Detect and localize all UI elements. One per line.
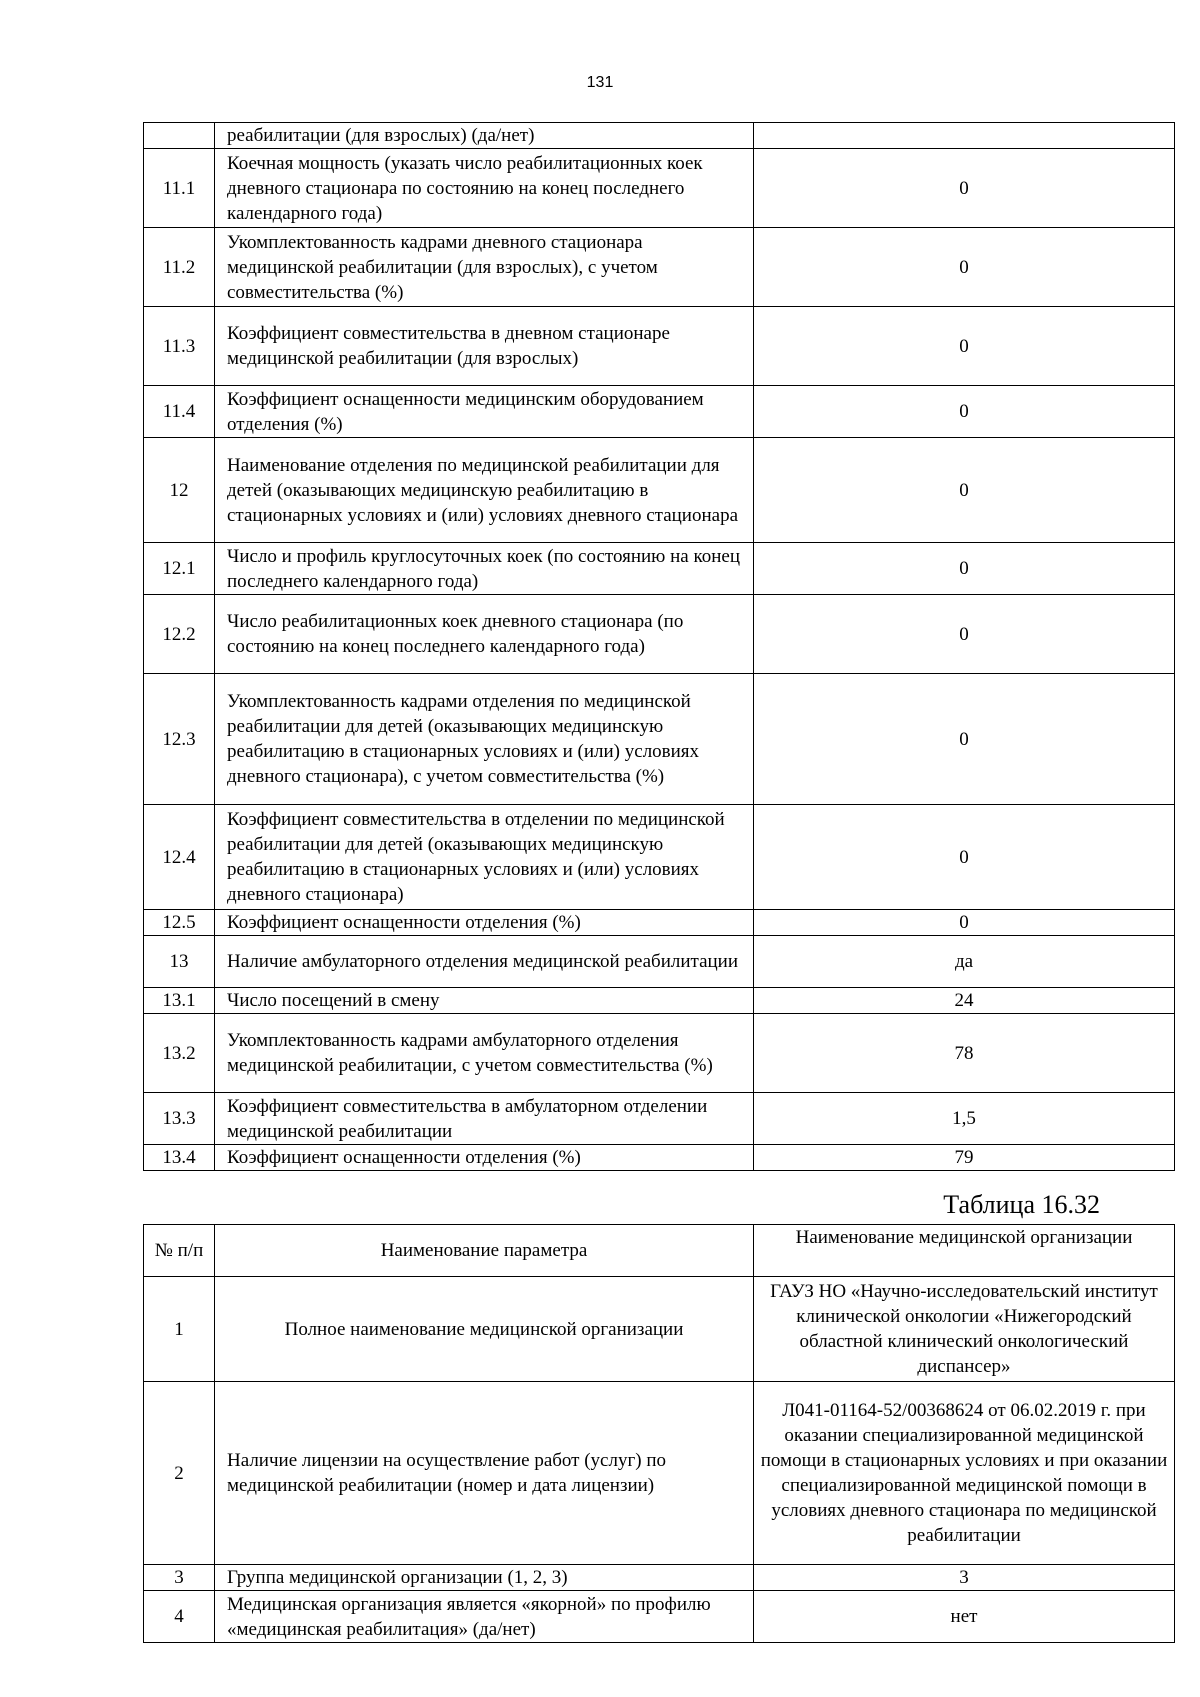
parameter-name: Медицинская организация является «якорной» по профилю «медицинская реабилитация» (да/нет) xyxy=(215,1591,754,1643)
row-number: 12.3 xyxy=(144,674,215,805)
row-number xyxy=(144,123,215,149)
table-row xyxy=(144,149,1175,228)
table-row xyxy=(144,438,1175,543)
table-row xyxy=(144,1565,1175,1591)
parameter-value: Л041-01164-52/00368624 от 06.02.2019 г. при оказании специализированной медицинской помощи в стационарных условиях и при оказании специализированной медицинской помощи в условиях дневного стационара по медицинской реабилитации xyxy=(754,1382,1175,1565)
parameter-value: ГАУЗ НО «Научно-исследовательский институт клинической онкологии «Нижегородский областной клинический онкологический диспансер» xyxy=(754,1277,1175,1382)
row-number: 4 xyxy=(144,1591,215,1643)
table-row xyxy=(144,1093,1175,1145)
row-number: 12.4 xyxy=(144,805,215,910)
parameters-table-continued xyxy=(143,122,1175,1171)
table-row xyxy=(144,1014,1175,1093)
row-number: 11.2 xyxy=(144,228,215,307)
table-row xyxy=(144,123,1175,149)
parameter-value: 0 xyxy=(754,149,1175,228)
parameter-name: Коэффициент оснащенности отделения (%) xyxy=(215,910,754,936)
table-row xyxy=(144,386,1175,438)
parameter-value: 24 xyxy=(754,988,1175,1014)
table-row xyxy=(144,1382,1175,1565)
header-number: № п/п xyxy=(144,1225,215,1277)
parameter-name: Наличие амбулаторного отделения медицинской реабилитации xyxy=(215,936,754,988)
parameter-value: 1,5 xyxy=(754,1093,1175,1145)
header-parameter: Наименование параметра xyxy=(215,1225,754,1277)
parameter-value: 0 xyxy=(754,228,1175,307)
page-number: 131 xyxy=(586,74,614,91)
parameter-name: Число и профиль круглосуточных коек (по состоянию на конец последнего календарного года) xyxy=(215,543,754,595)
parameter-value xyxy=(754,123,1175,149)
parameter-value: 79 xyxy=(754,1145,1175,1171)
table-row xyxy=(144,988,1175,1014)
parameter-name: Коэффициент совместительства в дневном стационаре медицинской реабилитации (для взрослых) xyxy=(215,307,754,386)
header-organization: Наименование медицинской организации xyxy=(754,1225,1175,1277)
row-number: 2 xyxy=(144,1382,215,1565)
row-number: 12.2 xyxy=(144,595,215,674)
row-number: 13 xyxy=(144,936,215,988)
parameter-value: 3 xyxy=(754,1565,1175,1591)
parameter-name: Группа медицинской организации (1, 2, 3) xyxy=(215,1565,754,1591)
row-number: 13.1 xyxy=(144,988,215,1014)
row-number: 3 xyxy=(144,1565,215,1591)
table-header-row xyxy=(144,1225,1175,1277)
parameter-value: 0 xyxy=(754,307,1175,386)
parameter-value: да xyxy=(754,936,1175,988)
parameter-name: реабилитации (для взрослых) (да/нет) xyxy=(215,123,754,149)
row-number: 13.2 xyxy=(144,1014,215,1093)
parameter-name: Наличие лицензии на осуществление работ (услуг) по медицинской реабилитации (номер и дата лицензии) xyxy=(215,1382,754,1565)
parameter-value: 0 xyxy=(754,805,1175,910)
parameter-value: 0 xyxy=(754,438,1175,543)
parameter-value: 0 xyxy=(754,674,1175,805)
table-row xyxy=(144,1591,1175,1643)
row-number: 12.5 xyxy=(144,910,215,936)
row-number: 12.1 xyxy=(144,543,215,595)
parameter-name: Укомплектованность кадрами амбулаторного отделения медицинской реабилитации, с учетом совместительства (%) xyxy=(215,1014,754,1093)
organization-table xyxy=(143,1224,1175,1643)
parameter-name: Коэффициент совместительства в амбулаторном отделении медицинской реабилитации xyxy=(215,1093,754,1145)
parameter-name: Полное наименование медицинской организации xyxy=(215,1277,754,1382)
parameter-name: Коэффициент оснащенности отделения (%) xyxy=(215,1145,754,1171)
row-number: 11.4 xyxy=(144,386,215,438)
table-row xyxy=(144,1277,1175,1382)
parameter-name: Наименование отделения по медицинской реабилитации для детей (оказывающих медицинскую реабилитацию в стационарных условиях и (или) условиях дневного стационара xyxy=(215,438,754,543)
table-row xyxy=(144,805,1175,910)
table-row xyxy=(144,595,1175,674)
table-caption: Таблица 16.32 xyxy=(943,1190,1100,1219)
parameter-value: нет xyxy=(754,1591,1175,1643)
table-row xyxy=(144,910,1175,936)
table-row xyxy=(144,674,1175,805)
row-number: 12 xyxy=(144,438,215,543)
table-row xyxy=(144,228,1175,307)
parameter-value: 0 xyxy=(754,386,1175,438)
table-row xyxy=(144,307,1175,386)
table-row xyxy=(144,1145,1175,1171)
parameter-value: 0 xyxy=(754,543,1175,595)
table-row xyxy=(144,543,1175,595)
parameter-name: Коэффициент совместительства в отделении по медицинской реабилитации для детей (оказывающих медицинскую реабилитацию в стационарных условиях и (или) условиях дневного стационара) xyxy=(215,805,754,910)
row-number: 11.3 xyxy=(144,307,215,386)
row-number: 13.3 xyxy=(144,1093,215,1145)
table-row xyxy=(144,936,1175,988)
row-number: 13.4 xyxy=(144,1145,215,1171)
parameter-name: Число реабилитационных коек дневного стационара (по состоянию на конец последнего календарного года) xyxy=(215,595,754,674)
parameter-name: Укомплектованность кадрами отделения по медицинской реабилитации для детей (оказывающих медицинскую реабилитацию в стационарных условиях и (или) условиях дневного стационара), с учетом совместительства (%) xyxy=(215,674,754,805)
parameter-name: Коэффициент оснащенности медицинским оборудованием отделения (%) xyxy=(215,386,754,438)
parameter-name: Укомплектованность кадрами дневного стационара медицинской реабилитации (для взрослых), с учетом совместительства (%) xyxy=(215,228,754,307)
row-number: 1 xyxy=(144,1277,215,1382)
parameter-value: 0 xyxy=(754,595,1175,674)
parameter-name: Коечная мощность (указать число реабилитационных коек дневного стационара по состоянию на конец последнего календарного года) xyxy=(215,149,754,228)
row-number: 11.1 xyxy=(144,149,215,228)
parameter-value: 0 xyxy=(754,910,1175,936)
parameter-value: 78 xyxy=(754,1014,1175,1093)
parameter-name: Число посещений в смену xyxy=(215,988,754,1014)
